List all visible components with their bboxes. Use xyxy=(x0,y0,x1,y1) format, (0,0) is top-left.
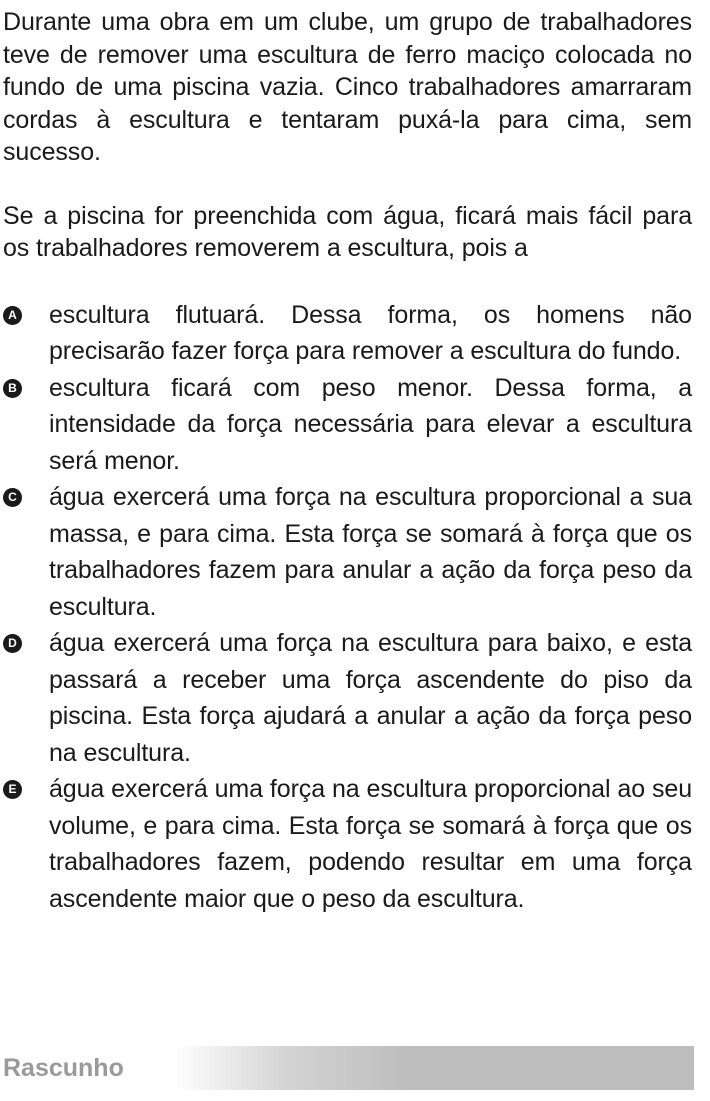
option-d-text: água exercerá uma força na escultura para baixo, e esta passará a receber uma força ascendente do piso da piscina. Esta força ajudará a anular a ação da força peso na escultura. xyxy=(49,629,692,767)
option-e-letter-badge: E xyxy=(3,780,22,799)
draft-label: Rascunho xyxy=(3,1054,124,1082)
answer-options xyxy=(3,297,692,918)
option-c-text: água exercerá uma força na escultura proporcional a sua massa, e para cima. Esta força se somará à força que os trabalhadores fazem para anular a ação da força peso da escultura. xyxy=(49,483,692,621)
option-e[interactable] xyxy=(3,771,692,917)
draft-footer xyxy=(0,1046,694,1090)
option-a[interactable] xyxy=(3,297,692,370)
question-paragraph-2: Se a piscina for preenchida com água, ficará mais fácil para os trabalhadores removerem a escultura, pois a xyxy=(3,201,692,262)
option-c[interactable] xyxy=(3,479,692,625)
option-d-letter-badge: D xyxy=(3,634,22,653)
option-a-letter-badge: A xyxy=(3,306,22,325)
option-a-text: escultura flutuará. Dessa forma, os homens não precisarão fazer força para remover a escultura do fundo. xyxy=(49,300,692,365)
option-c-letter-badge: C xyxy=(3,488,22,507)
option-d[interactable] xyxy=(3,625,692,771)
question-block xyxy=(3,6,692,917)
option-b-text: escultura ficará com peso menor. Dessa forma, a intensidade da força necessária para elevar a escultura será menor. xyxy=(49,373,692,475)
question-paragraph-1: Durante uma obra em um clube, um grupo de trabalhadores teve de remover uma escultura de ferro maciço colocada no fundo de uma piscina vazia. Cinco trabalhadores amarraram cordas à escultura e tentaram puxá-la para cima, sem sucesso. xyxy=(3,8,692,166)
option-b-letter-badge: B xyxy=(3,379,22,398)
draft-gradient-bar xyxy=(172,1046,694,1090)
option-b[interactable] xyxy=(3,370,692,480)
option-e-text: água exercerá uma força na escultura proporcional ao seu volume, e para cima. Esta força se somará à força que os trabalhadores fazem, podendo resultar em uma força ascendente maior que o peso da escultura. xyxy=(49,775,692,913)
